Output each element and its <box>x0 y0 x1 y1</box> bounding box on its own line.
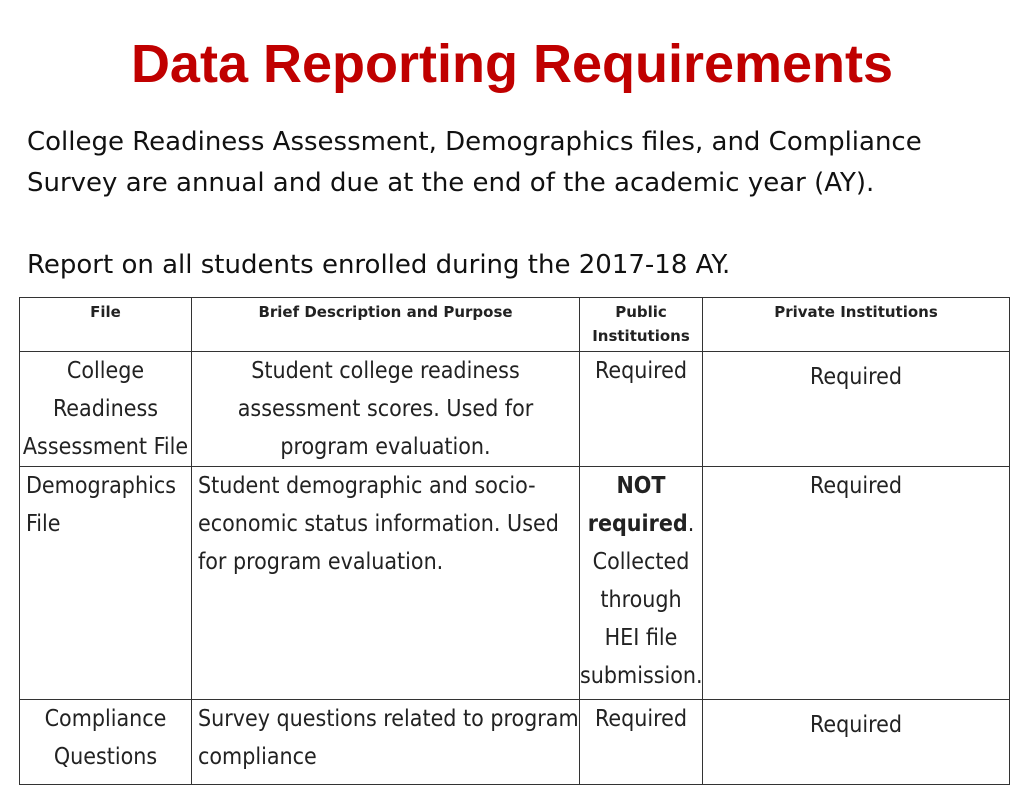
table-row <box>20 352 1010 467</box>
header-public: Public Institutions <box>580 298 703 352</box>
table-row <box>20 700 1010 785</box>
cell-private: Required <box>703 700 1010 785</box>
cell-private: Required <box>703 467 1010 700</box>
cell-description: Student college readiness assessment scores. Used for program evaluation. <box>192 352 580 467</box>
requirements-table <box>19 297 1010 785</box>
table-row <box>20 467 1010 700</box>
cell-private: Required <box>703 352 1010 467</box>
cell-file: Compliance Questions <box>20 700 192 785</box>
cell-description: Survey questions related to program compliance <box>192 700 580 785</box>
cell-public <box>580 467 703 700</box>
cell-file: Demographics File <box>20 467 192 700</box>
cell-public: Required <box>580 700 703 785</box>
header-file: File <box>20 298 192 352</box>
collected-note: . Collected through HEI file submission. <box>580 511 703 689</box>
cell-description: Student demographic and socio-economic status information. Used for program evaluation. <box>192 467 580 700</box>
slide-title: Data Reporting Requirements <box>130 34 894 94</box>
intro-paragraph-deadlines: College Readiness Assessment, Demographics files, and Compliance Survey are annual and due at the end of the academic year (AY). <box>27 127 922 198</box>
table-header-row <box>20 298 1010 352</box>
intro-text <box>27 122 1007 286</box>
not-required-emphasis: NOT required <box>587 473 688 537</box>
intro-paragraph-scope: Report on all students enrolled during the 2017-18 AY. <box>27 250 731 280</box>
cell-public: Required <box>580 352 703 467</box>
cell-file: College Readiness Assessment File <box>20 352 192 467</box>
header-private: Private Institutions <box>703 298 1010 352</box>
header-description: Brief Description and Purpose <box>192 298 580 352</box>
